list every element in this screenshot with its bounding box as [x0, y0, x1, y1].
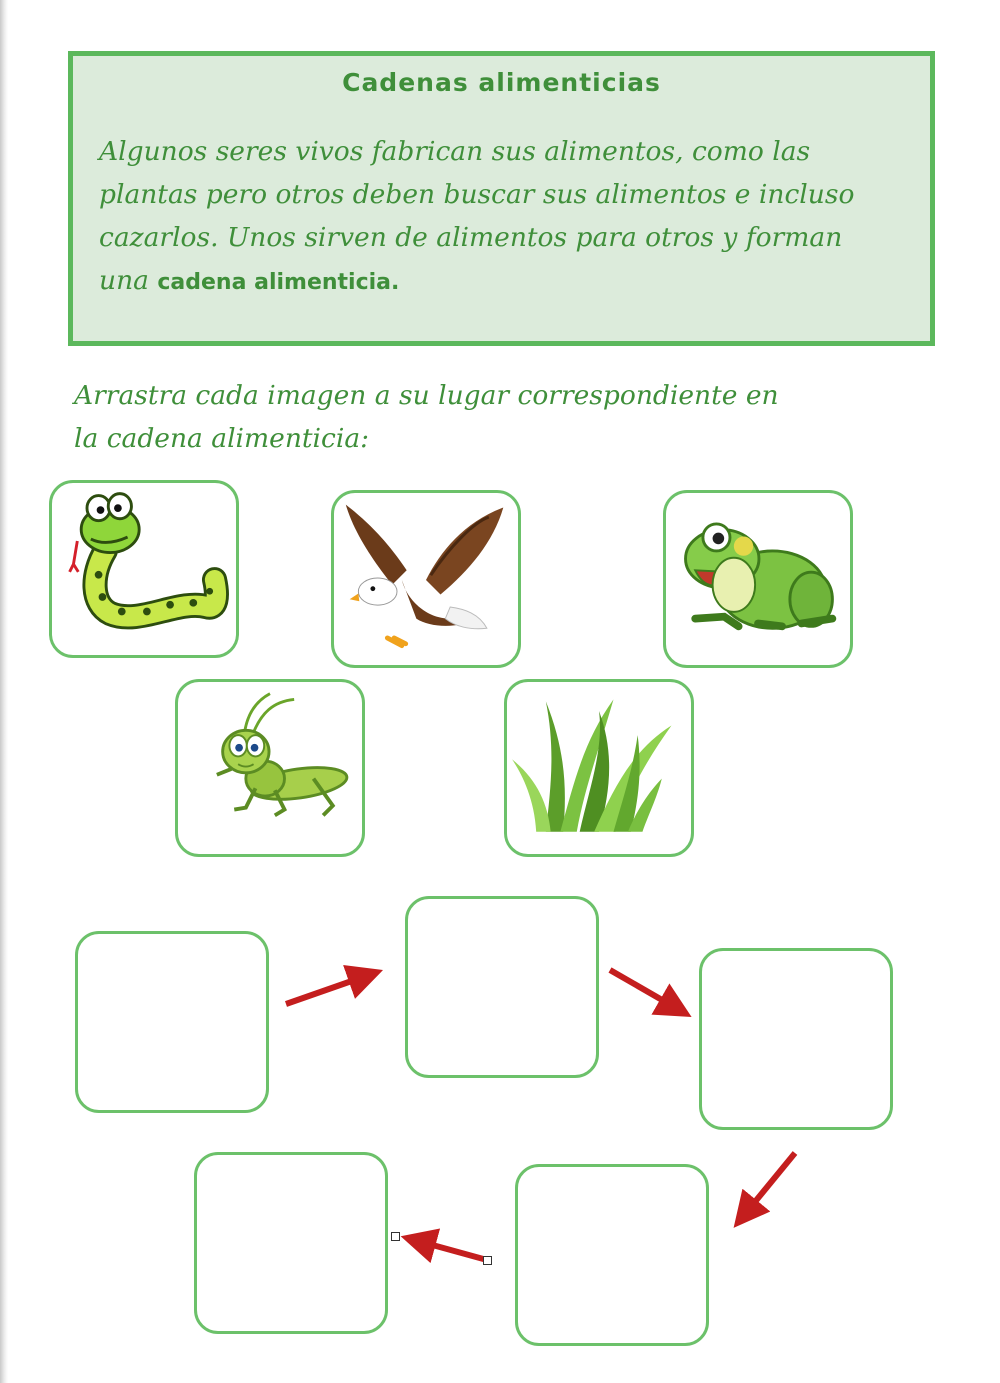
- info-line-4-start: una: [99, 265, 149, 296]
- arrow-1: [286, 976, 366, 1004]
- info-emphasis: cadena alimenticia.: [157, 270, 400, 295]
- arrow-2: [610, 970, 676, 1008]
- arrow-3: [745, 1153, 795, 1214]
- arrow-handle-end[interactable]: [483, 1256, 492, 1265]
- info-line-3: cazarlos. Unos sirven de alimentos para otros y forman: [99, 222, 843, 253]
- info-title: Cadenas alimenticias: [342, 68, 661, 97]
- arrow-handle-start[interactable]: [391, 1232, 400, 1241]
- arrow-4: [418, 1241, 487, 1260]
- info-line-1: Algunos seres vivos fabrican sus alimentos, como las: [99, 136, 811, 167]
- instruction-line-1: Arrastra cada imagen a su lugar correspondiente en: [74, 380, 779, 411]
- instruction-line-2: la cadena alimenticia:: [74, 423, 370, 454]
- info-line-2: plantas pero otros deben buscar sus alimentos e incluso: [99, 179, 855, 210]
